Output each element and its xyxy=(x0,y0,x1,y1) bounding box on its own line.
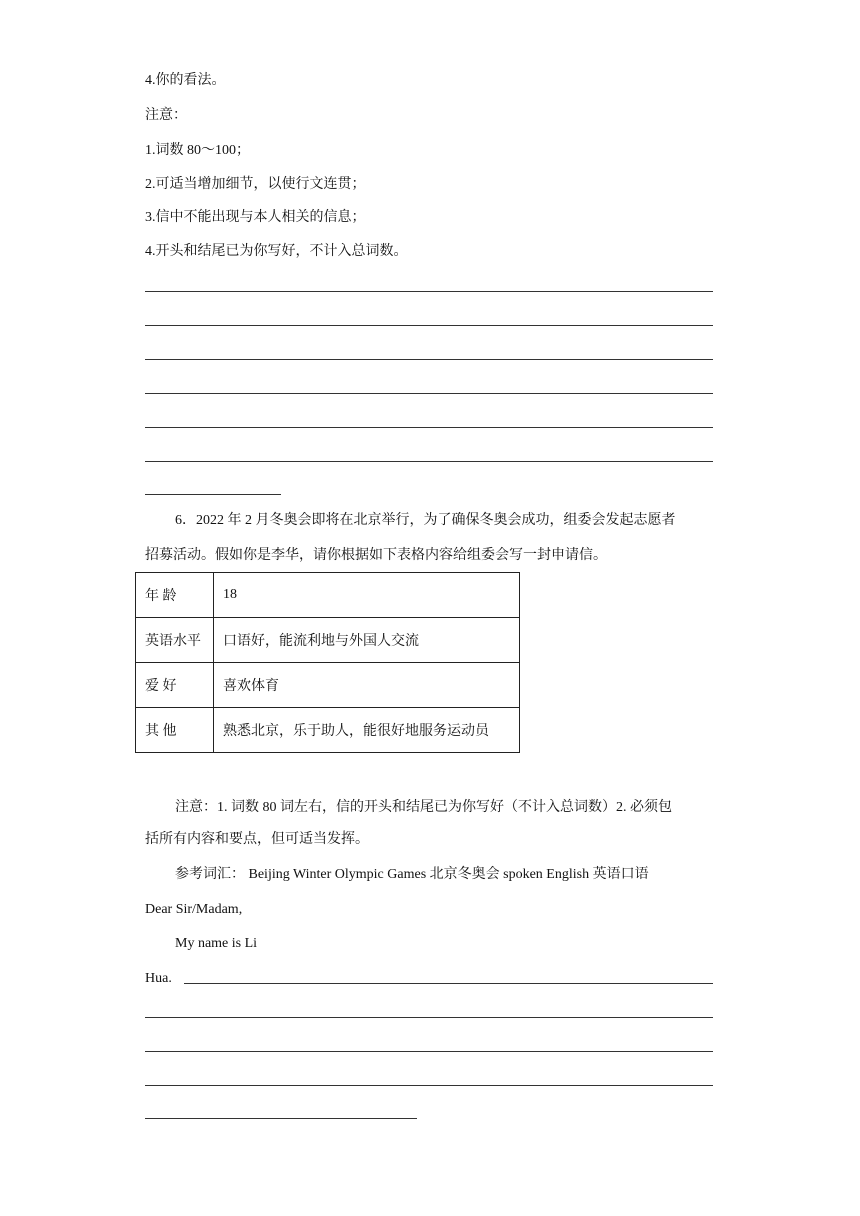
answer-line[interactable] xyxy=(145,427,713,428)
answer-line[interactable] xyxy=(145,1118,417,1119)
item-4: 4.你的看法。 xyxy=(145,73,226,88)
answer-line[interactable] xyxy=(145,291,713,292)
notes-title: 注意： xyxy=(145,108,187,123)
table-row xyxy=(136,708,520,753)
answer-line[interactable] xyxy=(145,1051,713,1052)
answer-line[interactable] xyxy=(145,461,713,462)
question-6-prompt-line-1: 6．2022 年 2 月冬奥会即将在北京举行，为了确保冬奥会成功，组委会发起志愿者 xyxy=(175,513,676,528)
row-key: 其 他 xyxy=(136,708,214,753)
answer-line[interactable] xyxy=(145,1017,713,1018)
row-value: 喜欢体育 xyxy=(214,663,520,708)
answer-line[interactable] xyxy=(145,359,713,360)
note-2: 2.可适当增加细节，以使行文连贯； xyxy=(145,177,366,192)
letter-greeting: Dear Sir/Madam, xyxy=(145,902,243,917)
writing-note-line-2: 括所有内容和要点，但可适当发挥。 xyxy=(145,832,369,847)
row-value: 18 xyxy=(214,573,520,618)
letter-opening: My name is Li xyxy=(175,936,258,951)
row-value: 熟悉北京，乐于助人，能很好地服务运动员 xyxy=(214,708,520,753)
table-row xyxy=(136,573,520,618)
answer-line[interactable] xyxy=(145,494,281,495)
writing-note-line-1: 注意：1. 词数 80 词左右，信的开头和结尾已为你写好（不计入总词数）2. 必须包 xyxy=(175,800,672,815)
question-6-prompt-line-2: 招募活动。假如你是李华，请你根据如下表格内容给组委会写一封申请信。 xyxy=(145,548,607,563)
row-key: 爱 好 xyxy=(136,663,214,708)
answer-line[interactable] xyxy=(145,325,713,326)
answer-line[interactable] xyxy=(184,983,713,984)
table-row xyxy=(136,663,520,708)
reference-vocabulary: 参考词汇： Beijing Winter Olympic Games 北京冬奥会 spoken English 英语口语 xyxy=(175,867,649,882)
answer-line[interactable] xyxy=(145,1085,713,1086)
table-row xyxy=(136,618,520,663)
row-key: 年 龄 xyxy=(136,573,214,618)
note-1: 1.词数 80～100； xyxy=(145,143,250,158)
answer-line[interactable] xyxy=(145,393,713,394)
row-value: 口语好，能流利地与外国人交流 xyxy=(214,618,520,663)
note-4: 4.开头和结尾已为你写好，不计入总词数。 xyxy=(145,244,408,259)
note-3: 3.信中不能出现与本人相关的信息； xyxy=(145,210,366,225)
info-table xyxy=(135,572,520,753)
row-key: 英语水平 xyxy=(136,618,214,663)
letter-opening-continued: Hua. xyxy=(145,971,172,986)
